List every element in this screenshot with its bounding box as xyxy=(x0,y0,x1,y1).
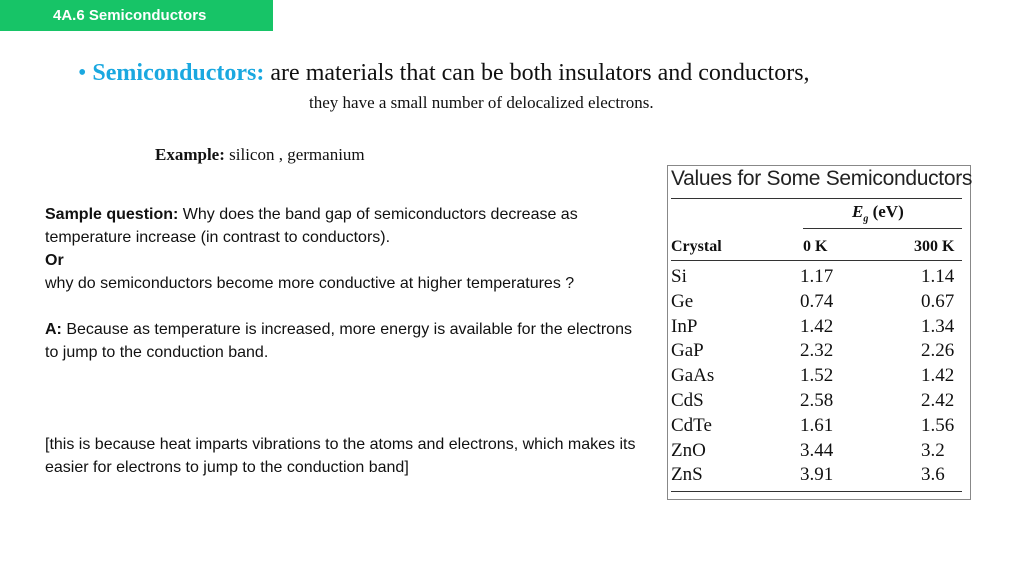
semiconductor-table xyxy=(667,165,971,500)
table-row xyxy=(668,365,970,390)
cell-0k: 1.52 xyxy=(800,365,834,387)
cell-0k: 1.42 xyxy=(800,315,834,337)
cell-300k: 1.14 xyxy=(921,266,955,287)
cell-300k: 1.56 xyxy=(921,414,955,436)
table-row xyxy=(668,464,970,489)
question-paragraph xyxy=(45,203,645,249)
section-tab xyxy=(0,0,273,31)
table-rule-top xyxy=(671,198,962,199)
definition-line xyxy=(78,60,810,87)
col-header-0k: 0 K xyxy=(803,238,828,255)
cell-300k: 1.34 xyxy=(921,315,955,337)
cell-crystal: GaAs xyxy=(671,365,715,387)
question-text: Why does the band gap of semiconductors decrease as temperature increase (in contrast to conductors). xyxy=(45,206,578,246)
bullet-icon: • xyxy=(78,60,87,86)
cell-300k: 2.26 xyxy=(921,340,955,362)
band-gap-heading xyxy=(852,202,904,224)
cell-crystal: GaP xyxy=(671,340,704,362)
table-rule-bottom xyxy=(671,491,962,492)
definition-term: Semiconductors: xyxy=(92,60,265,86)
explanation-note: [this is because heat imparts vibrations to the atoms and electrons, which makes its easier for electrons to jump to the conduction band] xyxy=(45,436,636,476)
cell-0k: 3.44 xyxy=(800,439,834,461)
question-alt: why do semiconductors become more conductive at higher temperatures ? xyxy=(45,275,575,292)
eg-unit: (eV) xyxy=(868,202,904,221)
cell-crystal: Ge xyxy=(671,290,694,312)
example-label: Example: xyxy=(155,145,225,164)
col-header-300k: 300 K xyxy=(914,238,955,255)
cell-crystal: InP xyxy=(671,315,698,337)
table-row xyxy=(668,291,970,316)
cell-300k: 0.67 xyxy=(921,290,955,312)
cell-crystal: ZnO xyxy=(671,439,706,461)
cell-crystal: Si xyxy=(671,266,687,287)
col-header-crystal: Crystal xyxy=(671,238,722,255)
table-row xyxy=(668,340,970,365)
cell-crystal: CdTe xyxy=(671,414,712,436)
table-title: Values for Some Semiconductors xyxy=(671,167,973,190)
definition-continuation: they have a small number of delocalized electrons. xyxy=(309,93,654,112)
or-label-text: Or xyxy=(45,252,64,269)
cell-0k: 1.61 xyxy=(800,414,834,436)
question-label: Sample question: xyxy=(45,206,179,223)
eg-subscript: g xyxy=(863,213,869,225)
cell-300k: 1.42 xyxy=(921,365,955,387)
cell-crystal: ZnS xyxy=(671,464,703,486)
table-rule-group xyxy=(803,228,962,229)
eg-symbol: E xyxy=(852,202,864,221)
cell-0k: 2.58 xyxy=(800,390,834,411)
table-row xyxy=(668,415,970,440)
answer-label: A: xyxy=(45,321,62,338)
table-rule-header xyxy=(671,260,962,261)
table-row xyxy=(668,440,970,465)
cell-crystal: CdS xyxy=(671,390,704,411)
cell-300k: 3.6 xyxy=(921,464,945,486)
cell-0k: 2.32 xyxy=(800,340,834,362)
cell-0k: 3.91 xyxy=(800,464,834,486)
sample-question-block xyxy=(45,203,645,479)
or-label xyxy=(45,249,645,272)
table-row xyxy=(668,316,970,341)
section-tab-label: 4A.6 Semiconductors xyxy=(53,7,207,24)
answer-text: Because as temperature is increased, more energy is available for the electrons to jump to the conduction band. xyxy=(45,321,632,361)
table-row xyxy=(668,390,970,415)
example-line xyxy=(155,145,365,165)
example-text: silicon , germanium xyxy=(224,145,365,164)
cell-300k: 2.42 xyxy=(921,390,955,411)
definition-text: are materials that can be both insulators and conductors, xyxy=(264,60,810,86)
table-row xyxy=(668,266,970,291)
cell-0k: 0.74 xyxy=(800,290,834,312)
cell-300k: 3.2 xyxy=(921,439,945,461)
answer-paragraph xyxy=(45,318,645,364)
cell-0k: 1.17 xyxy=(800,266,834,287)
